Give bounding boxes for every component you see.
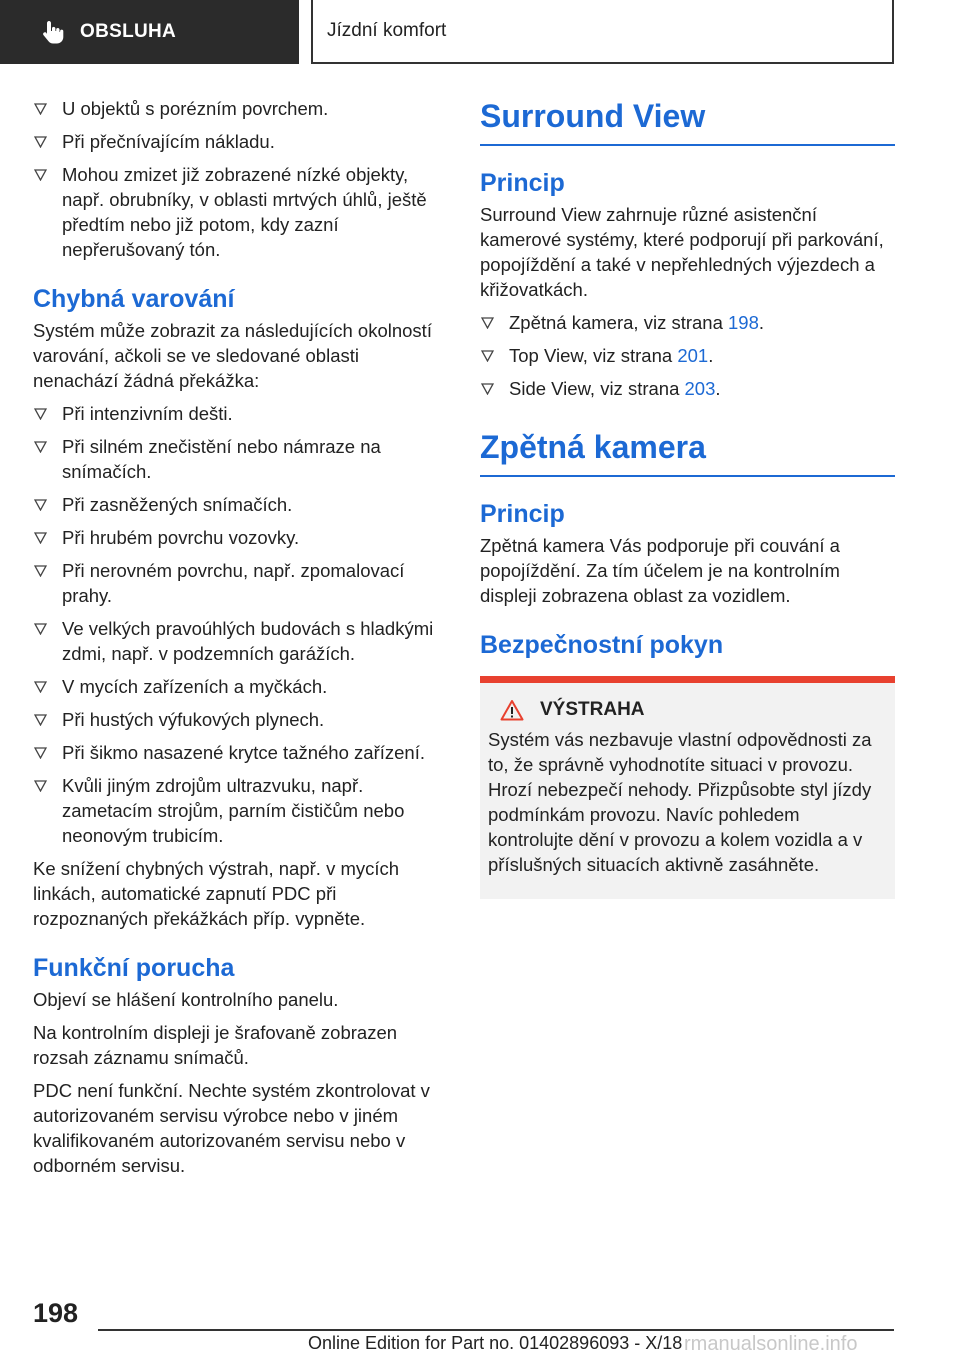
list-item: Zpětná kamera, viz strana 198.: [480, 310, 895, 335]
triangle-bullet-icon: [34, 623, 47, 635]
false-warnings-list: [33, 401, 446, 848]
list-item: Při nerovném povrchu, např. zpomalovací prahy.: [33, 558, 446, 608]
warning-title: VÝSTRAHA: [540, 699, 645, 720]
list-item: U objektů s porézním povrchem.: [33, 96, 446, 121]
chapter-title: Jízdní komfort: [311, 0, 894, 64]
triangle-bullet-icon: [34, 499, 47, 511]
section-label: OBSLUHA: [80, 21, 177, 42]
rear-principle-text: Zpětná kamera Vás podporuje při couvání a popojíždění. Za tím účelem je na kontrolním displeji zobrazena oblast za vozidlem.: [480, 535, 840, 606]
page-link-203[interactable]: 203: [684, 378, 716, 399]
hand-pointer-icon: [40, 19, 66, 45]
page-header: [0, 0, 960, 66]
list-item: Při přečnívajícím nákladu.: [33, 129, 446, 154]
triangle-bullet-icon: [481, 383, 494, 395]
triangle-bullet-icon: [34, 408, 47, 420]
right-column: [480, 96, 895, 899]
edition-note: Online Edition for Part no. 01402896093 - X/18: [308, 1333, 683, 1353]
triangle-bullet-icon: [34, 747, 47, 759]
section-tab: [0, 0, 299, 64]
watermark: rmanualsonline.info: [684, 1333, 858, 1355]
false-warnings-heading: Chybná varování: [33, 285, 235, 313]
list-item: Při hrubém povrchu vozovky.: [33, 525, 446, 550]
triangle-bullet-icon: [34, 780, 47, 792]
malfunction-heading: Funkční porucha: [33, 954, 235, 982]
rear-principle-heading: Princip: [480, 500, 565, 528]
list-item: Ve velkých pravoúhlých budovách s hladkými zdmi, např. v podzemních garážích.: [33, 616, 446, 666]
surround-principle-heading: Princip: [480, 169, 565, 197]
triangle-bullet-icon: [481, 317, 494, 329]
malfunction-text-1: Objeví se hlášení kontrolního panelu.: [33, 989, 339, 1010]
left-column: [33, 96, 446, 1186]
list-item: Kvůli jiným zdrojům ultrazvuku, např. zametacím strojům, parním čističům nebo neonovým trubicím.: [33, 773, 446, 848]
page-link-198[interactable]: 198: [728, 312, 759, 333]
footer-divider: [98, 1329, 894, 1331]
list-item: V mycích zařízeních a myčkách.: [33, 674, 446, 699]
triangle-bullet-icon: [481, 350, 494, 362]
page-number: 198: [33, 1298, 79, 1328]
list-item: Side View, viz strana 203.: [480, 376, 895, 401]
triangle-bullet-icon: [34, 681, 47, 693]
triangle-bullet-icon: [34, 714, 47, 726]
list-item: Při zasněžených snímačích.: [33, 492, 446, 517]
list-item: Při šikmo nasazené krytce tažného zařízení.: [33, 740, 446, 765]
warning-triangle-icon: [500, 699, 524, 721]
list-item: Při silném znečistění nebo námraze na snímačích.: [33, 434, 446, 484]
list-item: Mohou zmizet již zobrazené nízké objekty, např. obrubníky, v oblasti mrtvých úhlů, ještě předtím nebo již potom, kdy zazní nepřerušovaný tón.: [33, 162, 446, 262]
surround-refs-list: [480, 310, 895, 401]
surround-principle-text: Surround View zahrnuje různé asistenční kamerové systémy, které podporují při parkování, popojíždění a také v nepřehledných výjezdech a křižovatkách.: [480, 204, 884, 300]
triangle-bullet-icon: [34, 103, 47, 115]
surround-view-title: Surround View: [480, 96, 895, 146]
page-link-201[interactable]: 201: [677, 345, 709, 366]
malfunction-text-3: PDC není funkční. Nechte systém zkontrolovat v autorizovaném servisu výrobce nebo v jiném kvalifikovaném autorizovaném servisu nebo v odborném servisu.: [33, 1080, 430, 1176]
triangle-bullet-icon: [34, 441, 47, 453]
warning-box: [480, 676, 895, 899]
rear-camera-title: Zpětná kamera: [480, 427, 895, 477]
list-item: Top View, viz strana 201.: [480, 343, 895, 368]
triangle-bullet-icon: [34, 532, 47, 544]
list-item: Při intenzivním dešti.: [33, 401, 446, 426]
false-warnings-outro: Ke snížení chybných výstrah, např. v mycích linkách, automatické zapnutí PDC při rozpoznaných překážkách příp. vypněte.: [33, 858, 400, 929]
triangle-bullet-icon: [34, 565, 47, 577]
bullet-list-top: [33, 96, 446, 262]
warning-text: Systém vás nezbavuje vlastní odpovědnosti za to, že správně vyhodnotíte situaci v provozu. Hrozí nebezpečí nehody. Přizpůsobte styl jízdy podmínkám provozu. Navíc pohledem kontrolujte dění v provozu a kolem vozidla a v příslušných situacích aktivně zasáhněte.: [488, 729, 872, 875]
triangle-bullet-icon: [34, 136, 47, 148]
warning-title-row: [488, 699, 887, 721]
malfunction-text-2: Na kontrolním displeji je šrafovaně zobrazen rozsah záznamu snímačů.: [33, 1022, 398, 1068]
false-warnings-intro: Systém může zobrazit za následujících okolností varování, ačkoli se ve sledované oblasti nenachází žádná překážka:: [33, 320, 432, 391]
triangle-bullet-icon: [34, 169, 47, 181]
safety-heading: Bezpečnostní pokyn: [480, 631, 724, 659]
list-item: Při hustých výfukových plynech.: [33, 707, 446, 732]
